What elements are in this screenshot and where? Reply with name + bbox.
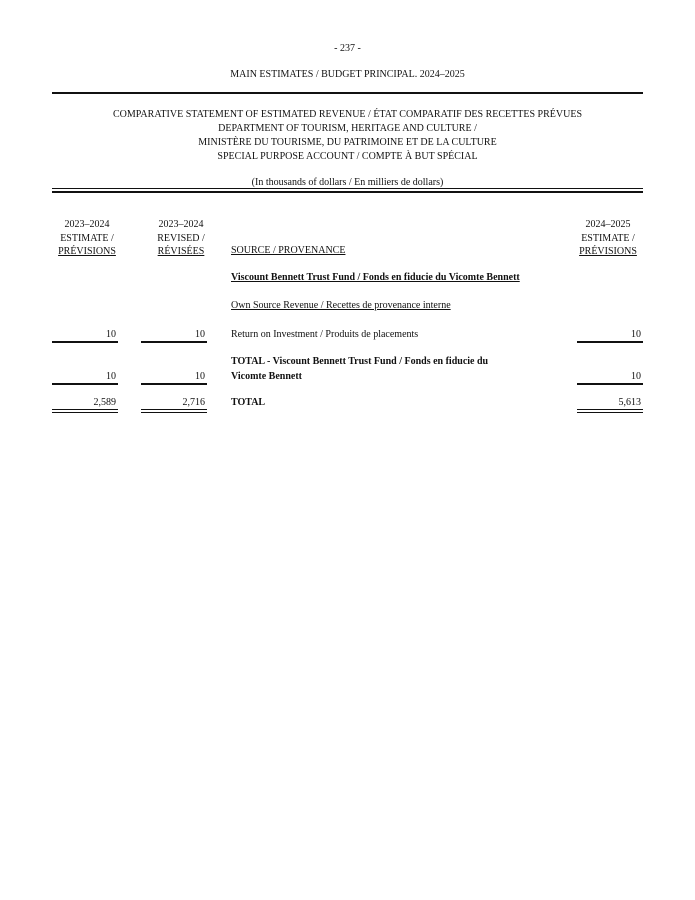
roi-rule-1 bbox=[52, 341, 118, 343]
statement-title-line-2: DEPARTMENT OF TOURISM, HERITAGE AND CULTURE / bbox=[218, 123, 477, 134]
units-note: (In thousands of dollars / En milliers de dollars) bbox=[251, 177, 444, 188]
col-head-estimate-2324: 2023–2024 ESTIMATE / PRÉVISIONS bbox=[58, 219, 116, 257]
grand-total-rev-2324: 2,716 bbox=[182, 397, 205, 408]
fund-total-rev-2324: 10 bbox=[195, 371, 205, 382]
grand-total-label: TOTAL bbox=[231, 397, 266, 408]
units-rule-bottom bbox=[52, 191, 643, 193]
col-head-source: SOURCE / PROVENANCE bbox=[231, 245, 346, 256]
grand-total-rule-3b bbox=[577, 412, 643, 413]
own-source-subheading: Own Source Revenue / Recettes de provenance interne bbox=[231, 300, 451, 311]
grand-total-rule-2a bbox=[141, 409, 207, 410]
page-number: - 237 - bbox=[334, 43, 361, 54]
fund-total-label-line-1: TOTAL - Viscount Bennett Trust Fund / Fonds en fiducie du bbox=[231, 356, 489, 367]
header-rule bbox=[52, 92, 643, 94]
statement-title-line-4: SPECIAL PURPOSE ACCOUNT / COMPTE À BUT SPÉCIAL bbox=[217, 151, 478, 162]
fund-total-label-line-2: Vicomte Bennett bbox=[231, 371, 302, 382]
roi-rule-3 bbox=[577, 341, 643, 343]
fund-total-rule-1 bbox=[52, 383, 118, 385]
roi-rule-2 bbox=[141, 341, 207, 343]
col-head-estimate-2425: 2024–2025 ESTIMATE / PRÉVISIONS bbox=[579, 219, 637, 257]
grand-total-rule-3a bbox=[577, 409, 643, 410]
fund-total-rule-3 bbox=[577, 383, 643, 385]
fund-total-rule-2 bbox=[141, 383, 207, 385]
fund-total-est-2425: 10 bbox=[631, 371, 641, 382]
roi-est-2324: 10 bbox=[106, 329, 116, 340]
grand-total-est-2425: 5,613 bbox=[618, 397, 641, 408]
roi-rev-2324: 10 bbox=[195, 329, 205, 340]
fund-heading: Viscount Bennett Trust Fund / Fonds en fiducie du Vicomte Bennett bbox=[231, 272, 520, 283]
grand-total-rule-2b bbox=[141, 412, 207, 413]
grand-total-rule-1a bbox=[52, 409, 118, 410]
roi-label: Return on Investment / Produits de placements bbox=[231, 329, 419, 340]
fund-total-est-2324: 10 bbox=[106, 371, 116, 382]
col-head-revised-2324: 2023–2024 REVISED / RÉVISÉES bbox=[157, 219, 205, 257]
statement-title-line-3: MINISTÈRE DU TOURISME, DU PATRIMOINE ET DE LA CULTURE bbox=[198, 137, 497, 148]
grand-total-rule-1b bbox=[52, 412, 118, 413]
units-rule-top bbox=[52, 188, 643, 189]
statement-title-line-1: COMPARATIVE STATEMENT OF ESTIMATED REVENUE / ÉTAT COMPARATIF DES RECETTES PRÉVUES bbox=[113, 109, 582, 120]
grand-total-est-2324: 2,589 bbox=[93, 397, 116, 408]
roi-est-2425: 10 bbox=[631, 329, 641, 340]
running-header: MAIN ESTIMATES / BUDGET PRINCIPAL. 2024–2025 bbox=[230, 69, 465, 80]
